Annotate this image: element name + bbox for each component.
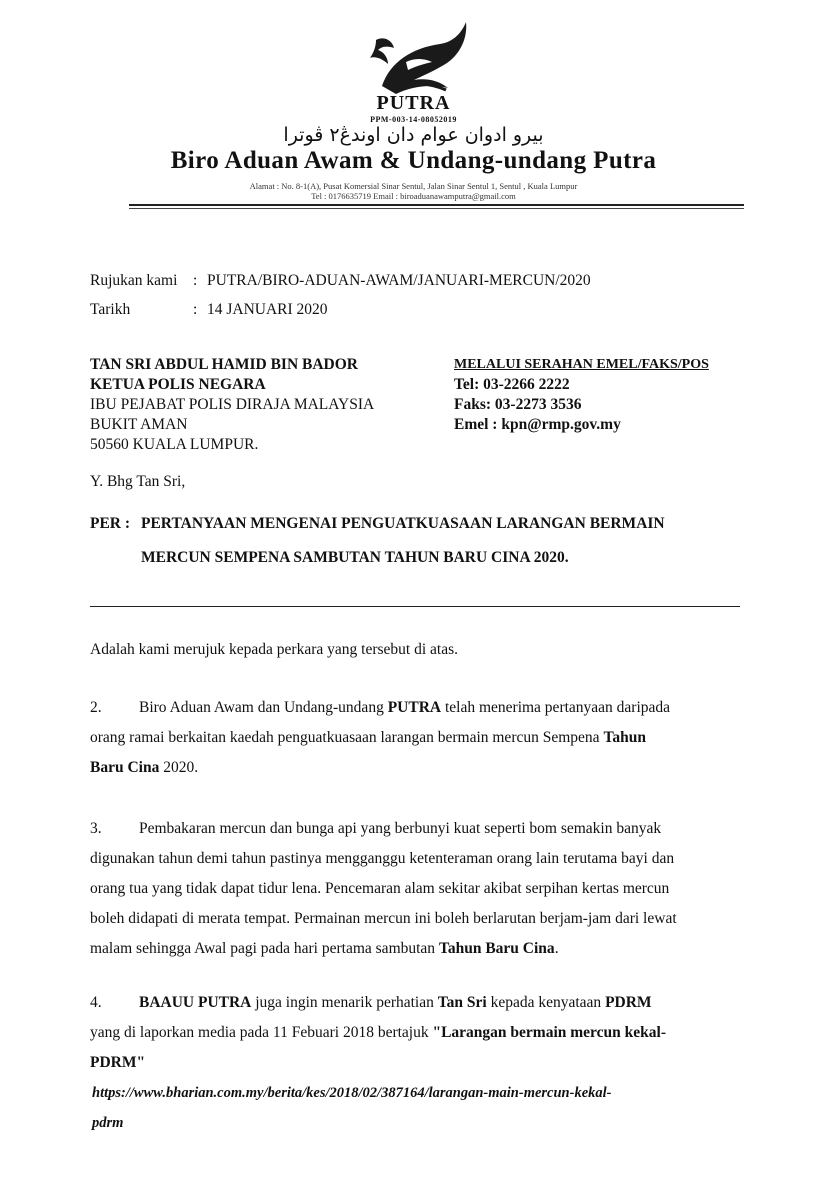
p3-line5-bold: Tahun Baru Cina xyxy=(438,940,555,957)
paragraph-3-line-3: orang tua yang tidak dapat tidur lena. Pencemaran alam sekitar akibat serpihan kertas mercun xyxy=(90,880,670,897)
paragraph-3-line-5 xyxy=(90,934,740,964)
subject-divider xyxy=(90,606,740,607)
p2-line2-text: orang ramai berkaitan kaedah penguatkuasaan larangan bermain mercun Sempena xyxy=(90,729,604,746)
org-contact: Tel : 0176635719 Email : biroaduanawamputra@gmail.com xyxy=(311,191,516,201)
paragraph-2-line-2 xyxy=(90,723,740,753)
recipient-address-1: IBU PEJABAT POLIS DIRAJA MALAYSIA xyxy=(90,396,375,413)
ref-label: Rujukan kami xyxy=(90,272,178,289)
p4-text-1: juga ingin menarik perhatian xyxy=(251,994,438,1011)
p3-line5-end: . xyxy=(554,940,559,957)
p4-line2-text: yang di laporkan media pada 11 Febuari 2018 bertajuk xyxy=(90,1024,433,1041)
org-registration: PPM-003-14-08052019 xyxy=(370,115,457,124)
paragraph-2-number: 2. xyxy=(90,699,102,716)
p3-line1-text: Pembakaran mercun dan bunga api yang berbunyi kuat seperti bom semakin banyak xyxy=(139,820,662,837)
paragraph-3-line-4: boleh didapati di merata tempat. Permainan mercun ini boleh berlarutan berjam-jam dari lewat xyxy=(90,910,677,927)
paragraph-4-number: 4. xyxy=(90,994,102,1011)
delivery-method: MELALUI SERAHAN EMEL/FAKS/POS xyxy=(454,357,709,372)
p4-pdrm: PDRM xyxy=(605,994,652,1011)
p4-tansri: Tan Sri xyxy=(437,994,487,1011)
org-full-name: Biro Aduan Awam & Undang-undang Putra xyxy=(170,147,657,174)
p4-line3-title-end: PDRM" xyxy=(90,1054,146,1071)
p2-putra: PUTRA xyxy=(387,699,442,716)
date-label: Tarikh xyxy=(90,301,131,318)
p4-text-2: kepada kenyataan xyxy=(486,994,606,1011)
putra-logo xyxy=(362,18,474,102)
paragraph-3-line-2: digunakan tahun demi tahun pastinya mengganggu ketenteraman orang lain terutama bayi dan xyxy=(90,850,675,867)
letterhead-rule-thin xyxy=(129,208,744,209)
p2-text-end: telah menerima pertanyaan daripada xyxy=(441,699,671,716)
delivery-fax: Faks: 03-2273 3536 xyxy=(454,396,582,413)
recipient-address-3: 50560 KUALA LUMPUR. xyxy=(90,436,259,453)
ref-value: PUTRA/BIRO-ADUAN-AWAM/JANUARI-MERCUN/2020 xyxy=(207,272,591,289)
p2-text: Biro Aduan Awam dan Undang-undang xyxy=(139,699,388,716)
paragraph-3-number: 3. xyxy=(90,820,102,837)
paragraph-2-line-1 xyxy=(90,693,740,723)
delivery-email: Emel : kpn@rmp.gov.my xyxy=(454,416,621,433)
paragraph-4 xyxy=(90,988,740,1078)
org-address: Alamat : No. 8-1(A), Pusat Komersial Sinar Sentul, Jalan Sinar Sentul 1, Sentul , Kuala Lumpur xyxy=(249,181,578,191)
org-jawi-name: بيرو ادوان عوام دان اوندڠ٢ ڤوترا xyxy=(283,124,544,146)
article-link[interactable]: https://www.bharian.com.my/berita/kes/2018/02/387164/larangan-main-mercun-kekal- xyxy=(92,1085,612,1101)
subject-label: PER : xyxy=(90,515,131,532)
p4-baauu: BAAUU PUTRA xyxy=(139,994,252,1011)
subject-line-2: MERCUN SEMPENA SAMBUTAN TAHUN BARU CINA 2020. xyxy=(141,549,569,566)
org-short-name: PUTRA xyxy=(376,92,451,114)
recipient-title: KETUA POLIS NEGARA xyxy=(90,376,266,393)
paragraph-1: Adalah kami merujuk kepada perkara yang tersebut di atas. xyxy=(90,641,458,658)
delivery-tel: Tel: 03-2266 2222 xyxy=(454,376,570,393)
subject-line-1: PERTANYAAN MENGENAI PENGUATKUASAAN LARANGAN BERMAIN xyxy=(141,515,665,532)
p2-line3-text: 2020. xyxy=(159,759,199,776)
paragraph-3-line-1 xyxy=(90,814,740,844)
recipient-name: TAN SRI ABDUL HAMID BIN BADOR xyxy=(90,356,358,373)
date-value: 14 JANUARI 2020 xyxy=(207,301,328,318)
paragraph-2-line-3 xyxy=(90,753,740,783)
paragraph-4-line-1 xyxy=(90,988,740,1018)
p4-line2-title: "Larangan bermain mercun kekal- xyxy=(432,1024,666,1041)
letterhead-rule xyxy=(129,204,744,206)
article-link-continued[interactable]: pdrm xyxy=(92,1115,124,1131)
salutation: Y. Bhg Tan Sri, xyxy=(90,473,186,490)
ref-separator: : xyxy=(193,272,198,289)
recipient-address-2: BUKIT AMAN xyxy=(90,416,188,433)
p3-line5-text: malam sehingga Awal pagi pada hari pertama sambutan xyxy=(90,940,439,957)
paragraph-4-line-2 xyxy=(90,1018,740,1048)
date-separator: : xyxy=(193,301,198,318)
p2-line2-bold: Tahun xyxy=(603,729,646,746)
paragraph-3 xyxy=(90,814,740,964)
paragraph-4-line-3 xyxy=(90,1048,740,1078)
p2-line3-bold: Baru Cina xyxy=(90,759,160,776)
paragraph-2 xyxy=(90,693,740,783)
